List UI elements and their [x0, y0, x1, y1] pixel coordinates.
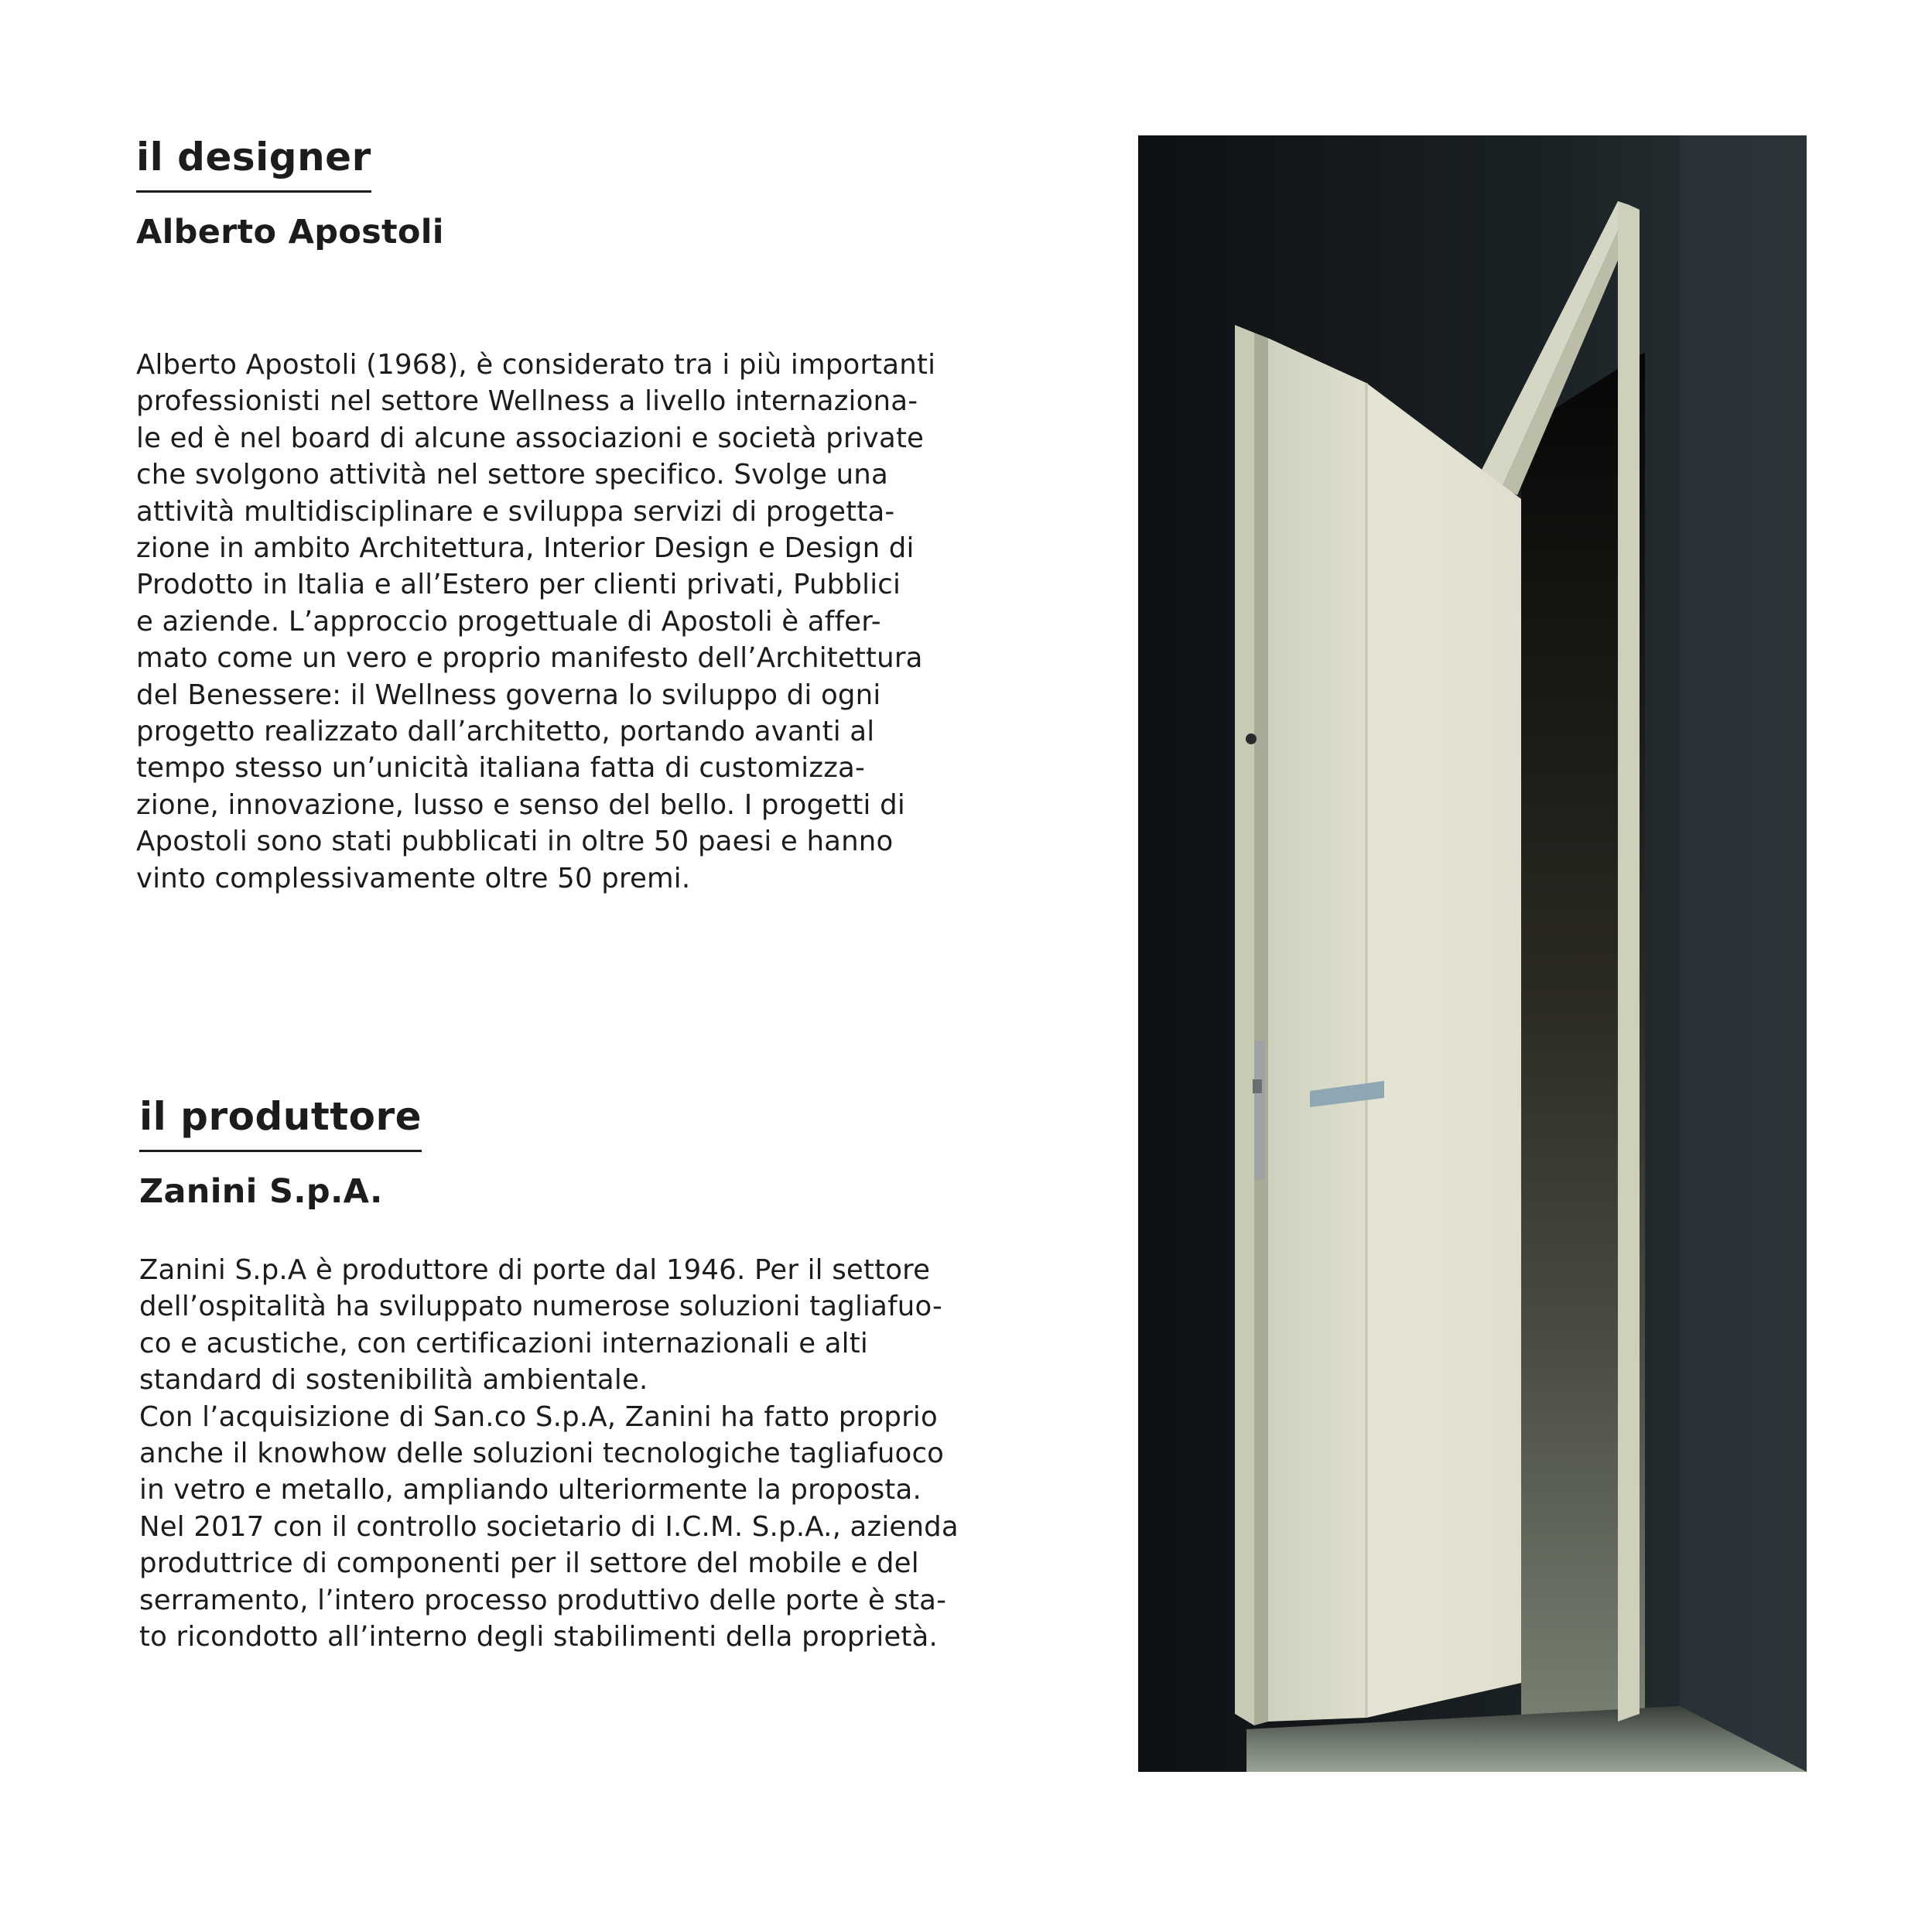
producer-name: Zanini S.p.A. — [139, 1172, 383, 1211]
designer-section — [136, 135, 1003, 894]
producer-heading: il produttore — [139, 1097, 422, 1152]
designer-bio: Alberto Apostoli (1968), è considerato tra i più importanti professionisti nel settore Wellness a livello internaziona- le ed è nel board di alcune associazioni e società private che svolgono attività nel settore specifico. Svolge una attività multidisciplinare e sviluppa servizi di progetta- zione in ambito Architettura, Interior Design e Design di Prodotto in Italia e all’Estero per clienti privati, Pubblici e aziende. L’approccio progettuale di Apostoli è affer- mato come un vero e proprio manifesto dell’Architettura del Benessere: il Wellness governa lo sviluppo di ogni progetto realizzato dall’architetto, portando avanti al tempo stesso un’unicità italiana fatta di customizza- zione, innovazione, lusso e senso del bello. I progetti di Apostoli sono stati pubblicati in oltre 50 paesi e hanno vinto complessivamente oltre 50 premi. — [136, 349, 936, 894]
designer-name: Alberto Apostoli — [136, 213, 444, 251]
designer-heading: il designer — [136, 138, 371, 193]
producer-bio: Zanini S.p.A è produttore di porte dal 1946. Per il settore dell’ospitalità ha sviluppato numerose soluzioni tagliafuo- co e acustiche, con certificazioni internazionali e alti standard di sostenibilità ambientale. Con l’acquisizione di San.co S.p.A, Zanini ha fatto proprio anche il knowhow delle soluzioni tecnologiche tagliafuoco in vetro e metallo, ampliando ulteriormente la proposta. Nel 2017 con il controllo societario di I.C.M. S.p.A., azienda produttrice di componenti per il settore del mobile e del serramento, l’intero processo produttivo delle porte è sta- to ricondotto all’interno degli stabilimenti della proprietà. — [139, 1254, 959, 1653]
door-illustration — [1138, 135, 1807, 1772]
open-door-photo — [1138, 135, 1807, 1772]
producer-section — [139, 1094, 1006, 1653]
